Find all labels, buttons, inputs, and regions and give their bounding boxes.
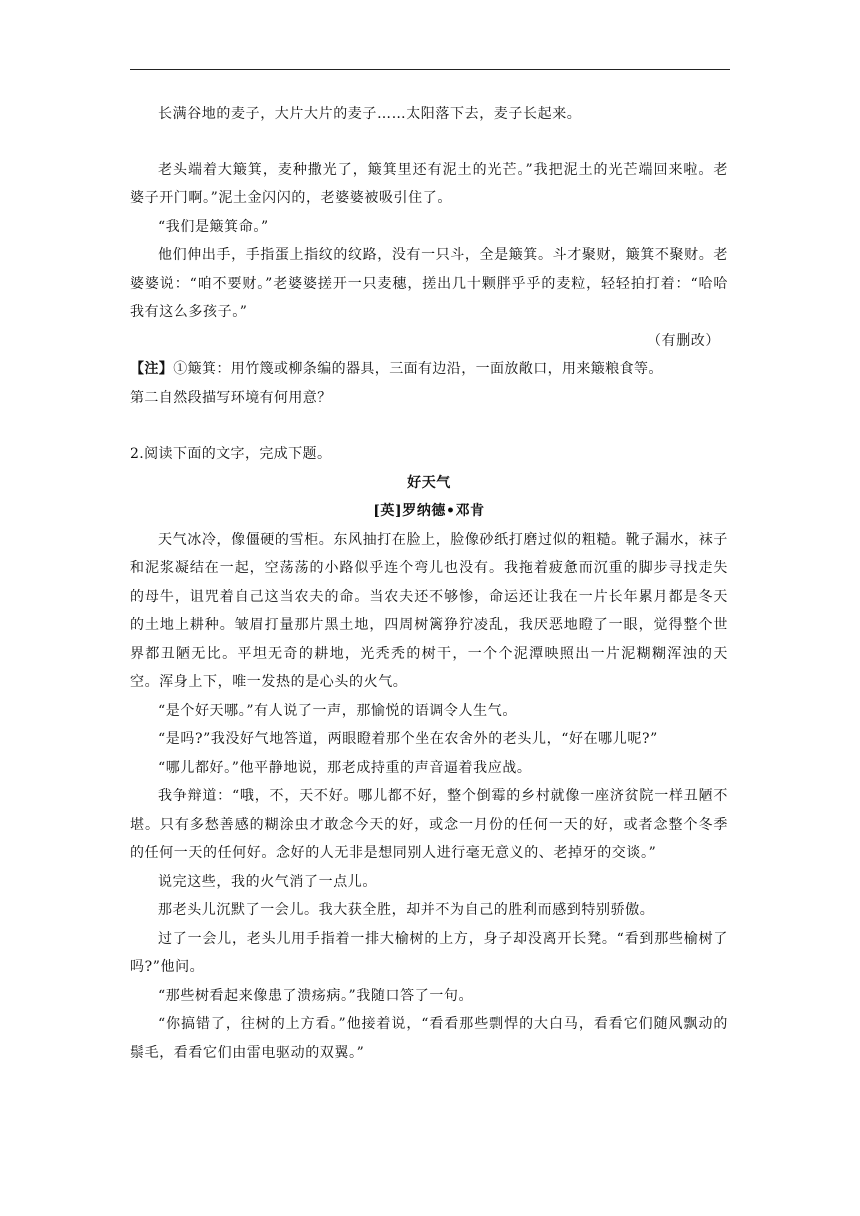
article-paragraph: 过了一会儿，老头儿用手指着一排大榆树的上方，身子却没离开长凳。“看到那些榆树了吗?”他问。: [130, 930, 728, 975]
footnote-text: ①簸箕：用竹篾或柳条编的器具，三面有边沿，一面放敞口，用来簸粮食等。: [173, 361, 663, 377]
article-paragraph: 我争辩道：“哦，不，天不好。哪儿都不好，整个倒霉的乡村就像一座济贫院一样丑陋不堪。只有多愁善感的糊涂虫才敢念今天的好，或念一月份的任何一天的好，或者念整个冬季的任何一天的任何好。念好的人无非是想同别人进行毫无意义的、老掉牙的交谈。”: [130, 788, 728, 861]
article-paragraph: “哪儿都好。”他平静地说，那老成持重的声音逼着我应战。: [158, 759, 532, 776]
article-paragraph: “你搞错了，往树的上方看。”他接着说，“看看那些剽悍的大白马，看看它们随风飘动的鬃毛，看看它们由雷电驱动的双翼。”: [130, 1016, 728, 1061]
article-paragraph: “那些树看起来像患了溃疡病。”我随口答了一句。: [158, 987, 474, 1004]
article-title: 好天气: [407, 474, 451, 491]
source-note: （有删改）: [647, 332, 720, 349]
article-author: [英]罗纳德•邓肯: [373, 503, 485, 519]
excerpt-paragraph: “我们是簸箕命。”: [158, 218, 269, 235]
header-rule: [130, 69, 730, 70]
article-paragraph: 天气冰冷，像僵硬的雪柜。东风抽打在脸上，脸像砂纸打磨过似的粗糙。靴子漏水，袜子和泥浆凝结在一起，空荡荡的小路似乎连个弯儿也没有。我拖着疲惫而沉重的脚步寻找走失的母牛，诅咒着自己这当农夫的命。当农夫还不够惨，命运还让我在一片长年累月都是冬天的土地上耕种。皱眉打量那片黑土地，四周树篱狰狞凌乱，我厌恶地瞪了一眼，觉得整个世界都丑陋无比。平坦无奇的耕地，光秃秃的树干，一个个泥潭映照出一片泥糊糊浑浊的天空。浑身上下，唯一发热的是心头的火气。: [130, 531, 728, 690]
article-paragraph: “是个好天哪。”有人说了一声，那愉悦的语调令人生气。: [158, 702, 517, 719]
footnote: [130, 355, 728, 384]
article-paragraph: 那老头儿沉默了一会儿。我大获全胜，却并不为自己的胜利而感到特别骄傲。: [158, 902, 655, 918]
footnote-label: 【注】: [130, 361, 174, 377]
excerpt-paragraph: 长满谷地的麦子，大片大片的麦子……太阳落下去，麦子长起来。: [158, 106, 582, 122]
excerpt-paragraph: 他们伸出手，手指蛋上指纹的纹路，没有一只斗，全是簸箕。斗才聚财，簸箕不聚财。老婆婆说：“咱不要财。”老婆婆搓开一只麦穗，搓出几十颗胖乎乎的麦粒，轻轻拍打着：“哈哈我有这么多孩子。”: [130, 247, 728, 320]
article-paragraph: “是吗?”我没好气地答道，两眼瞪着那个坐在农舍外的老头儿，“好在哪儿呢?”: [158, 731, 658, 747]
question-text: 第二自然段描写环境有何用意？: [130, 389, 332, 406]
article-paragraph: 说完这些，我的火气消了一点儿。: [158, 873, 377, 890]
task-instruction: 2.阅读下面的文字，完成下题。: [130, 446, 332, 462]
excerpt-paragraph: 老头端着大簸箕，麦种撒光了，簸箕里还有泥土的光芒。”我把泥土的光芒端回来啦。老婆子开门啊。”泥土金闪闪的，老婆婆被吸引住了。: [130, 161, 728, 206]
document-body: [130, 100, 728, 1067]
